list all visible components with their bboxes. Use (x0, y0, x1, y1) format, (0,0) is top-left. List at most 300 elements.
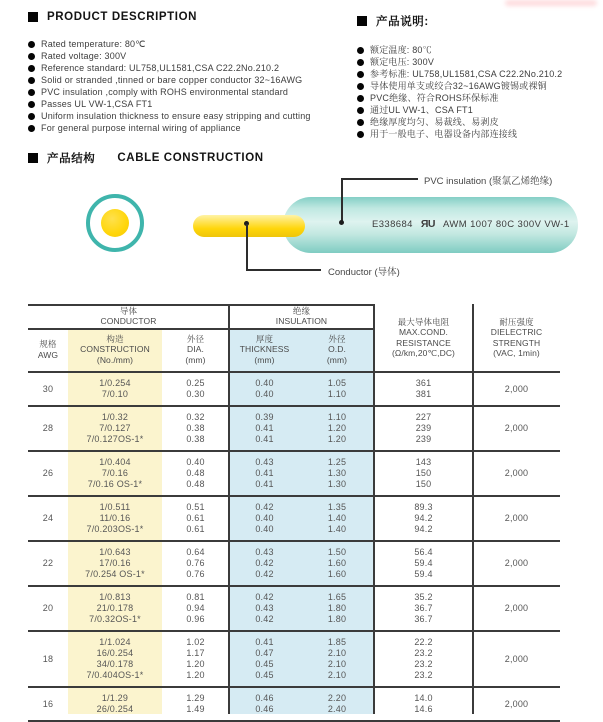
thickness-cell (229, 693, 300, 715)
awg-cell: 18 (42, 653, 54, 664)
resistance-cell (374, 378, 473, 400)
bullet-item (357, 128, 603, 140)
dia-cell (162, 378, 229, 400)
cell-value: 1/1.024 (99, 637, 131, 647)
column-header-dia-en: DIA. (187, 344, 204, 355)
cable-construction-title-en: CABLE CONSTRUCTION (117, 152, 264, 164)
resistance-cell (374, 412, 473, 445)
bullet-item (28, 50, 333, 62)
construction-cell (68, 637, 162, 681)
awg-cell: 20 (42, 603, 54, 613)
cell-value: 0.43 (255, 457, 274, 467)
bullet-text: Reference standard: UL758,UL1581,CSA C22.2No.210.2 (41, 63, 280, 73)
column-header-thickness (229, 328, 300, 371)
insulation-label: PVC insulation (聚氯乙烯绝缘) (424, 176, 553, 187)
cell-value: 0.42 (255, 558, 274, 568)
bullet-dot-icon (28, 77, 35, 84)
cell-value: 1.49 (186, 704, 205, 714)
cell-value: 1.20 (327, 423, 347, 433)
bullet-dot-icon (28, 41, 35, 48)
table-top-border (28, 304, 374, 306)
cell-value: 7/0.32OS-1* (89, 614, 141, 624)
bullet-text: 绝缘厚度均匀、易裁线、易剥皮 (370, 117, 499, 127)
cell-value: 0.38 (186, 434, 205, 444)
bullet-dot-icon (28, 113, 35, 120)
resistance-cell (374, 637, 473, 681)
cell-value: 59.4 (414, 569, 433, 579)
cell-value: 0.32 (186, 412, 205, 422)
table-row (28, 587, 560, 632)
column-header-thickness-en: THICKNESS (239, 344, 290, 355)
column-header-od-en: O.D. (328, 344, 346, 355)
od-cell (300, 592, 374, 625)
insulation-leader-line (341, 178, 343, 222)
awg-cell: 22 (42, 558, 54, 568)
thickness-cell (229, 637, 300, 681)
spec-table (28, 304, 560, 714)
product-description-list-cn (357, 44, 603, 140)
awg-cell: 26 (42, 468, 54, 478)
cell-value: 1.40 (327, 524, 347, 534)
cell-value: 1.29 (186, 693, 205, 703)
cell-value: 227 (415, 412, 432, 422)
cell-value: 2.10 (327, 648, 347, 658)
cell-value: 14.6 (414, 704, 433, 714)
od-cell (300, 502, 374, 535)
cell-value: 1.20 (186, 659, 205, 669)
square-bullet-icon (357, 16, 367, 26)
cell-value: 0.76 (186, 558, 205, 568)
cell-value: 0.30 (186, 389, 205, 399)
cell-value: 1.10 (327, 389, 347, 399)
column-header-construction-cn: 构造 (106, 333, 124, 344)
cell-value: 0.94 (186, 603, 205, 613)
insulation-leader-dot (339, 220, 344, 225)
bullet-dot-icon (357, 47, 364, 54)
column-header-awg (28, 328, 68, 371)
cell-value: 0.64 (186, 547, 205, 557)
cell-value: 35.2 (414, 592, 433, 602)
dielectric-cell: 2,000 (504, 653, 529, 664)
cell-value: 0.51 (186, 502, 205, 512)
cell-value: 17/0.16 (99, 558, 131, 568)
cell-value: 0.45 (255, 670, 274, 680)
bullet-dot-icon (357, 71, 364, 78)
cell-value: 89.3 (414, 502, 433, 512)
cell-value: 0.45 (255, 659, 274, 669)
cell-value: 0.40 (255, 389, 274, 399)
table-vertical-divider (228, 304, 230, 714)
cell-value: 1.17 (186, 648, 205, 658)
cell-value: 1.60 (327, 558, 347, 568)
cell-value: 11/0.16 (99, 513, 131, 523)
thickness-cell (229, 592, 300, 625)
thickness-cell (229, 378, 300, 400)
cell-value: 1.80 (327, 614, 347, 624)
dielectric-cell: 2,000 (504, 468, 529, 478)
od-cell (300, 378, 374, 400)
cable-diagram (0, 165, 603, 303)
column-header-dia-unit: (mm) (185, 354, 206, 365)
cell-value: 0.41 (255, 479, 274, 489)
table-header-underline (28, 371, 560, 373)
cell-value: 1.20 (186, 670, 205, 680)
table-vertical-divider (373, 304, 375, 714)
cell-value: 7/0.404OS-1* (86, 670, 144, 680)
conductor-rod (193, 215, 305, 237)
cell-value: 36.7 (414, 614, 433, 624)
cell-value: 1.20 (327, 434, 347, 444)
cell-value: 2.10 (327, 670, 347, 680)
bullet-dot-icon (28, 53, 35, 60)
table-row (28, 407, 560, 452)
column-header-resistance-unit: (Ω/km,20℃,DC) (391, 348, 455, 358)
bullet-text: 用于一般电子、电器设备内部连接线 (370, 129, 518, 139)
product-description-heading-en (28, 11, 333, 23)
column-header-dia-cn: 外径 (186, 333, 205, 344)
cell-value: 7/0.16 OS-1* (87, 479, 143, 489)
bullet-dot-icon (28, 89, 35, 96)
dielectric-cell: 2,000 (504, 383, 529, 394)
bullet-item (357, 56, 603, 68)
bullet-text: 参考标准: UL758,UL1581,CSA C22.2No.210.2 (370, 69, 563, 79)
bullet-dot-icon (357, 59, 364, 66)
cell-value: 1.50 (327, 547, 347, 557)
cell-value: 381 (415, 389, 432, 399)
cell-value: 7/0.16 (101, 468, 129, 478)
column-header-dielectric-en2: STRENGTH (492, 337, 541, 348)
bullet-item (357, 68, 603, 80)
bullet-text: Solid or stranded ,tinned or bare copper conductor 32~16AWG (41, 75, 303, 85)
table-row (28, 632, 560, 688)
cell-value: 22.2 (414, 637, 433, 647)
cell-value: 0.38 (186, 423, 205, 433)
construction-cell (68, 412, 162, 445)
dia-cell (162, 637, 229, 681)
cell-value: 1.25 (327, 457, 347, 467)
cell-value: 1.65 (327, 592, 347, 602)
bullet-item (28, 122, 333, 134)
od-cell (300, 693, 374, 715)
cell-value: 0.25 (186, 378, 205, 388)
dia-cell (162, 693, 229, 715)
bullet-text: Passes UL VW-1,CSA FT1 (41, 99, 153, 109)
product-description-list-en (28, 38, 333, 134)
cell-value: 0.42 (255, 569, 274, 579)
ul-recognized-icon: ЯU (420, 218, 435, 230)
bullet-dot-icon (357, 83, 364, 90)
cell-value: 1.40 (327, 513, 347, 523)
cell-value: 7/0.254 OS-1* (85, 569, 145, 579)
thickness-cell (229, 502, 300, 535)
cable-construction-title-cn: 产品结构 (47, 153, 96, 165)
bullet-dot-icon (357, 107, 364, 114)
bullet-dot-icon (28, 125, 35, 132)
insulation-leader-line (341, 178, 418, 180)
od-cell (300, 637, 374, 681)
construction-cell (68, 502, 162, 535)
thickness-cell (229, 412, 300, 445)
cell-value: 7/0.10 (101, 389, 129, 399)
column-header-dia (162, 328, 229, 371)
column-header-dielectric-unit: (VAC, 1min) (493, 348, 540, 358)
bullet-item (357, 44, 603, 56)
bullet-dot-icon (357, 95, 364, 102)
column-header-thickness-unit: (mm) (254, 354, 275, 365)
table-body (28, 373, 560, 722)
column-header-construction (68, 328, 162, 371)
bullet-dot-icon (28, 65, 35, 72)
cell-value: 1/0.404 (99, 457, 131, 467)
group-header-conductor-en: CONDUCTOR (100, 316, 157, 326)
square-bullet-icon (28, 12, 38, 22)
cell-value: 94.2 (414, 513, 433, 523)
bullet-text: 通过UL VW-1、CSA FT1 (370, 105, 473, 115)
column-header-awg-cn: 规格 (39, 339, 57, 349)
column-header-construction-unit: (No./mm) (96, 354, 134, 365)
cell-value: 7/0.203OS-1* (86, 524, 144, 534)
construction-cell (68, 592, 162, 625)
cell-value: 34/0.178 (96, 659, 134, 669)
group-header-insulation-cn: 绝缘 (292, 305, 311, 316)
cell-value: 0.42 (255, 614, 274, 624)
cell-value: 1.80 (327, 603, 347, 613)
dia-cell (162, 592, 229, 625)
product-description-heading-cn (357, 13, 603, 29)
resistance-cell (374, 592, 473, 625)
table-row (28, 497, 560, 542)
cell-value: 1.30 (327, 479, 347, 489)
cell-value: 0.48 (186, 479, 205, 489)
dia-cell (162, 547, 229, 580)
resistance-cell (374, 457, 473, 490)
table-header (28, 304, 560, 371)
cell-value: 23.2 (414, 659, 433, 669)
cable-construction-heading (28, 150, 264, 166)
cell-value: 0.39 (255, 412, 274, 422)
cell-value: 361 (415, 378, 432, 388)
cell-value: 1/1.29 (101, 693, 129, 703)
bullet-text: For general purpose internal wiring of appliance (41, 123, 241, 133)
cell-value: 0.76 (186, 569, 205, 579)
cell-value: 0.41 (255, 637, 274, 647)
dielectric-cell: 2,000 (504, 698, 529, 709)
bullet-text: Rated temperature: 80℃ (41, 39, 146, 49)
cell-value: 143 (415, 457, 432, 467)
cell-value: 1/0.643 (99, 547, 131, 557)
cell-value: 1.35 (327, 502, 347, 512)
bullet-text: 额定电压: 300V (370, 57, 435, 67)
cell-value: 239 (415, 434, 432, 444)
square-bullet-icon (28, 153, 38, 163)
cell-value: 0.41 (255, 423, 274, 433)
bullet-dot-icon (357, 119, 364, 126)
cable-print-text (372, 218, 570, 230)
dielectric-cell: 2,000 (504, 603, 529, 613)
cell-value: 59.4 (414, 558, 433, 568)
bullet-text: Rated voltage: 300V (41, 51, 127, 61)
bullet-item (28, 38, 333, 50)
cell-value: 1.30 (327, 468, 347, 478)
table-row (28, 688, 560, 722)
bullet-item (357, 116, 603, 128)
awg-cell: 28 (42, 423, 54, 433)
bullet-text: 额定温度: 80℃ (370, 45, 432, 55)
construction-cell (68, 693, 162, 715)
awg-cell: 24 (42, 513, 54, 523)
table-row (28, 542, 560, 587)
bullet-item (28, 98, 333, 110)
cell-value: 1.05 (327, 378, 347, 388)
construction-cell (68, 457, 162, 490)
column-header-resistance-cn: 最大导体电阻 (397, 316, 450, 327)
group-header-insulation-en: INSULATION (275, 316, 328, 326)
cell-value: 1/0.511 (99, 502, 131, 512)
table-row (28, 452, 560, 497)
cell-value: 0.61 (186, 524, 205, 534)
column-header-resistance-en1: MAX.COND. (398, 327, 449, 337)
dielectric-cell: 2,000 (504, 558, 529, 568)
cell-value: 2.40 (327, 704, 347, 714)
cell-value: 23.2 (414, 670, 433, 680)
resistance-cell (374, 502, 473, 535)
column-header-dielectric-cn: 耐压强度 (499, 316, 534, 327)
column-header-awg-en: AWG (37, 349, 59, 360)
od-cell (300, 547, 374, 580)
cell-value: 0.81 (186, 592, 205, 602)
column-header-resistance (374, 304, 473, 371)
cable-spec-text: AWM 1007 80C 300V VW-1 (442, 219, 570, 230)
awg-cell: 16 (42, 698, 54, 709)
bullet-text: 导体使用单支或绞合32~16AWG镀锡或裸铜 (370, 81, 547, 91)
product-description-title-en: PRODUCT DESCRIPTION (47, 11, 198, 23)
product-description-title-cn: 产品说明: (376, 16, 429, 28)
product-description-section-en (28, 11, 333, 134)
cell-value: 0.43 (255, 547, 274, 557)
cell-value: 0.41 (255, 434, 274, 444)
thickness-cell (229, 547, 300, 580)
cell-value: 239 (415, 423, 432, 433)
cell-value: 0.46 (255, 704, 274, 714)
cell-value: 2.10 (327, 659, 347, 669)
bullet-item (28, 62, 333, 74)
cell-value: 150 (415, 479, 432, 489)
table-group-underline (28, 328, 374, 330)
bullet-dot-icon (28, 101, 35, 108)
bullet-dot-icon (357, 131, 364, 138)
cell-value: 0.40 (255, 513, 274, 523)
cell-value: 150 (415, 468, 432, 478)
column-header-od-cn: 外径 (328, 333, 346, 344)
dia-cell (162, 412, 229, 445)
column-header-dielectric-en1: DIELECTRIC (490, 327, 543, 337)
cell-value: 0.41 (255, 468, 274, 478)
dielectric-cell: 2,000 (504, 423, 529, 433)
cell-value: 0.47 (255, 648, 274, 658)
dielectric-cell: 2,000 (504, 513, 529, 523)
bullet-item (357, 104, 603, 116)
cell-value: 0.40 (186, 457, 205, 467)
cell-value: 1/0.813 (99, 592, 131, 602)
cell-value: 0.46 (255, 693, 274, 703)
construction-cell (68, 547, 162, 580)
product-description-section-cn (357, 13, 603, 140)
cell-value: 0.40 (255, 524, 274, 534)
thickness-cell (229, 457, 300, 490)
cell-value: 0.48 (186, 468, 205, 478)
dia-cell (162, 502, 229, 535)
conductor-leader-line (246, 269, 321, 271)
cell-value: 21/0.178 (96, 603, 134, 613)
od-cell (300, 412, 374, 445)
cell-value: 16/0.254 (96, 648, 134, 658)
conductor-label: Conductor (导体) (328, 267, 400, 278)
cell-value: 0.42 (255, 502, 274, 512)
cell-value: 36.7 (414, 603, 433, 613)
cell-value: 56.4 (414, 547, 433, 557)
cell-value: 1/0.254 (99, 378, 131, 388)
conductor-leader-line (246, 224, 248, 270)
conductor-core-icon (101, 209, 129, 237)
cell-value: 7/0.127OS-1* (86, 434, 144, 444)
cell-value: 0.43 (255, 603, 274, 613)
cell-value: 0.40 (255, 378, 274, 388)
dia-cell (162, 457, 229, 490)
cell-value: 7/0.127 (99, 423, 131, 433)
cell-value: 0.61 (186, 513, 205, 523)
cable-cert-number: E338684 (372, 219, 413, 230)
bullet-text: PVC绝缘、符合ROHS环保标准 (370, 93, 499, 103)
cell-value: 1.10 (327, 412, 347, 422)
cell-value: 1/0.32 (101, 412, 129, 422)
bullet-item (28, 110, 333, 122)
column-header-thickness-cn: 厚度 (255, 333, 274, 344)
table-row (28, 373, 560, 407)
cell-value: 14.0 (414, 693, 433, 703)
awg-cell: 30 (42, 383, 54, 394)
cell-value: 0.96 (186, 614, 205, 624)
column-header-od (300, 328, 374, 371)
cable-cross-section (86, 194, 144, 252)
cell-value: 1.60 (327, 569, 347, 579)
group-header-conductor-cn: 导体 (119, 305, 138, 316)
table-vertical-divider (472, 304, 474, 714)
bullet-item (28, 86, 333, 98)
bullet-item (357, 80, 603, 92)
column-header-resistance-en2: RESISTANCE (396, 337, 451, 348)
od-cell (300, 457, 374, 490)
cell-value: 26/0.254 (96, 704, 134, 714)
cell-value: 94.2 (414, 524, 433, 534)
group-header-insulation (229, 304, 374, 328)
bullet-text: PVC insulation ,comply with ROHS environmental standard (41, 87, 289, 97)
cell-value: 0.42 (255, 592, 274, 602)
cell-value: 1.02 (186, 637, 205, 647)
page-edge-artifact (505, 0, 597, 6)
column-header-construction-en: CONSTRUCTION (80, 344, 150, 355)
construction-cell (68, 378, 162, 400)
column-header-od-unit: (mm) (326, 354, 348, 365)
cell-value: 23.2 (414, 648, 433, 658)
group-header-conductor (28, 304, 229, 328)
bullet-text: Uniform insulation thickness to ensure easy stripping and cutting (41, 111, 311, 121)
column-header-dielectric (473, 304, 560, 371)
resistance-cell (374, 547, 473, 580)
bullet-item (357, 92, 603, 104)
resistance-cell (374, 693, 473, 715)
bullet-item (28, 74, 333, 86)
cell-value: 1.85 (327, 637, 347, 647)
